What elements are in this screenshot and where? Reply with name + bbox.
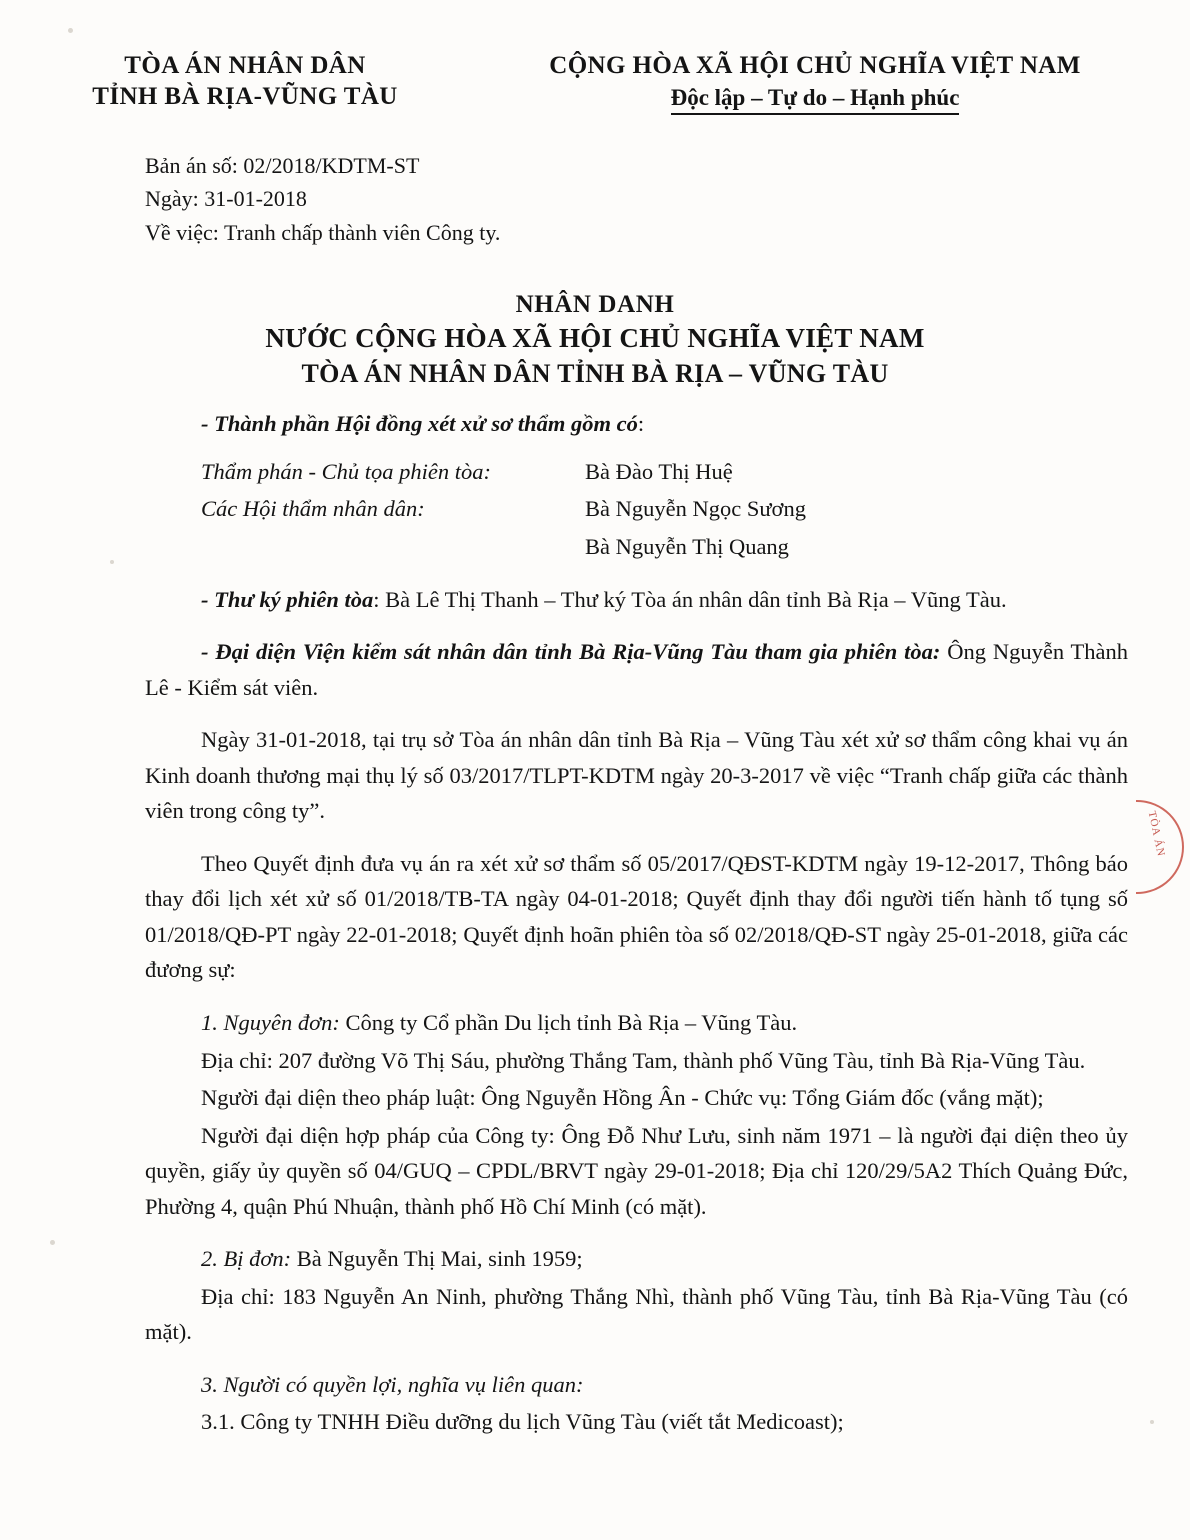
clerk-text: : Bà Lê Thị Thanh – Thư ký Tòa án nhân dân tỉnh Bà Rịa – Vũng Tàu. — [373, 586, 1007, 612]
case-date: Ngày: 31-01-2018 — [145, 186, 307, 212]
panel-heading — [145, 406, 1128, 442]
panel-heading-text: - Thành phần Hội đồng xét xử sơ thẩm gồm có — [201, 411, 638, 437]
assessor-row-1 — [145, 491, 1128, 527]
related-parties-label: 3. Người có quyền lợi, nghĩa vụ liên quan: — [201, 1371, 584, 1397]
assessors-label: Các Hội thẩm nhân dân: — [201, 496, 425, 522]
plaintiff-label: 1. Nguyên đơn: — [201, 1009, 340, 1035]
assessor-row-2 — [145, 529, 1128, 565]
clerk-paragraph — [145, 582, 1128, 618]
title-line-3: TÒA ÁN NHÂN DÂN TỈNH BÀ RỊA – VŨNG TÀU — [301, 359, 889, 389]
judgment-title-block — [0, 291, 1190, 389]
national-heading-block — [460, 52, 1170, 115]
defendant-name: Bà Nguyễn Thị Mai, sinh 1959; — [291, 1246, 583, 1272]
plaintiff-authorized-representative: Người đại diện hợp pháp của Công ty: Ông Đỗ Như Lưu, sinh năm 1971 – là người đại diện theo ủy quyền, giấy ủy quyền số 04/GUQ – CPDL/BRVT ngày 29-01-2018; Địa chỉ 120/29/5A2 Thích Quảng Đức, Phường 4, quận Phú Nhuận, thành phố Hồ Chí Minh (có mặt). — [145, 1122, 1128, 1219]
clerk-label: - Thư ký phiên tòa — [201, 586, 374, 612]
national-motto: Độc lập – Tự do – Hạnh phúc — [671, 85, 960, 115]
court-name-line1: TÒA ÁN NHÂN DÂN — [124, 52, 366, 79]
plaintiff-line — [145, 1005, 1128, 1041]
red-seal-text: TÒA ÁN — [1145, 809, 1168, 859]
court-name-line2: TỈNH BÀ RỊA-VŨNG TÀU — [92, 83, 398, 110]
related-party-1: 3.1. Công ty TNHH Điều dưỡng du lịch Vũng Tàu (viết tắt Medicoast); — [201, 1409, 844, 1435]
title-line-1: NHÂN DANH — [515, 291, 675, 319]
judge-row — [145, 454, 1128, 490]
paper-speck — [1150, 1420, 1154, 1424]
court-name-block — [30, 52, 460, 111]
defendant-line — [145, 1241, 1128, 1277]
procuracy-paragraph — [145, 634, 1128, 705]
procuracy-text: Ông Nguyễn Thành Lê - Kiểm sát viên. — [145, 639, 1129, 700]
case-number: Bản án số: 02/2018/KDTM-ST — [145, 153, 420, 178]
paragraph-2: Theo Quyết định đưa vụ án ra xét xử sơ thẩm số 05/2017/QĐST-KDTM ngày 19-12-2017, Thông báo thay đổi lịch xét xử số 01/2018/TB-TA ngày 04-01-2018; Quyết định thay đổi người tiến hành tố tụng số 01/2018/QĐ-PT ngày 22-01-2018; Quyết định hoãn phiên tòa số 02/2018/QĐ-ST ngày 25-01-2018, giữa các đương sự: — [145, 850, 1128, 983]
plaintiff-address: Địa chỉ: 207 đường Võ Thị Sáu, phường Thắng Tam, thành phố Vũng Tàu, tỉnh Bà Rịa-Vũng Tàu. — [201, 1047, 1086, 1073]
assessor-name-2: Bà Nguyễn Thị Quang — [585, 533, 789, 559]
judge-name: Bà Đào Thị Huệ — [585, 458, 733, 484]
national-title: CỘNG HÒA XÃ HỘI CHỦ NGHĨA VIỆT NAM — [549, 52, 1081, 79]
plaintiff-name: Công ty Cổ phần Du lịch tỉnh Bà Rịa – Vũng Tàu. — [339, 1009, 798, 1035]
plaintiff-legal-representative: Người đại diện theo pháp luật: Ông Nguyễn Hồng Ân - Chức vụ: Tổng Giám đốc (vắng mặt); — [201, 1085, 1044, 1111]
case-subject: Về việc: Tranh chấp thành viên Công ty. — [145, 219, 501, 245]
panel-heading-colon: : — [637, 411, 645, 437]
assessor-name-1: Bà Nguyễn Ngọc Sương — [585, 496, 806, 522]
paragraph-1: Ngày 31-01-2018, tại trụ sở Tòa án nhân dân tỉnh Bà Rịa – Vũng Tàu xét xử sơ thẩm công khai vụ án Kinh doanh thương mại thụ lý số 03/2017/TLPT-KDTM ngày 20-3-2017 về việc “Tranh chấp giữa các thành viên trong công ty”. — [145, 727, 1128, 824]
document-header — [0, 0, 1190, 115]
document-body — [145, 406, 1128, 1440]
procuracy-label: - Đại diện Viện kiểm sát nhân dân tỉnh Bà Rịa-Vũng Tàu tham gia phiên tòa: — [201, 639, 941, 665]
judge-label: Thẩm phán - Chủ tọa phiên tòa: — [201, 458, 491, 484]
paper-speck — [68, 28, 73, 33]
paper-speck — [110, 560, 114, 564]
title-line-2: NƯỚC CỘNG HÒA XÃ HỘI CHỦ NGHĨA VIỆT NAM — [265, 323, 925, 354]
assessor-row-2-spacer — [145, 529, 585, 565]
defendant-address: Địa chỉ: 183 Nguyễn An Ninh, phường Thắng Nhì, thành phố Vũng Tàu, tỉnh Bà Rịa-Vũng Tàu (có mặt). — [145, 1283, 1128, 1345]
defendant-label: 2. Bị đơn: — [201, 1246, 292, 1272]
paper-speck — [50, 1240, 55, 1245]
case-meta-block — [145, 149, 1190, 249]
